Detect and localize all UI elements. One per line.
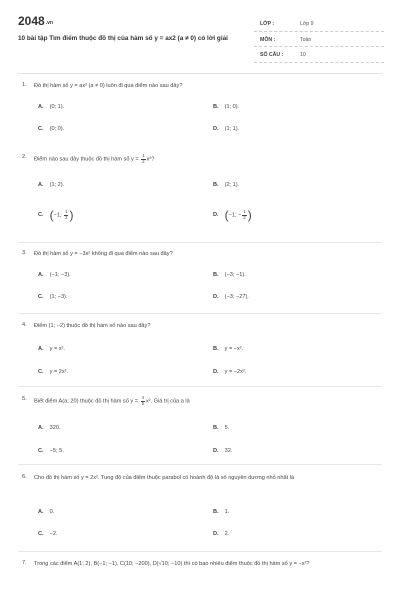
question-text: Đồ thị hàm số y = ax² (a ≠ 0) luôn đi qua điểm nào sau đây? — [34, 83, 183, 89]
option-a[interactable] — [38, 346, 65, 352]
option-b[interactable] — [213, 425, 229, 431]
option-letter: C. — [38, 369, 44, 375]
meta-subject-value: Toán — [300, 36, 312, 43]
right-paren-icon: ) — [69, 208, 74, 222]
option-text: 0. — [49, 509, 55, 515]
option-text: −1; — [53, 212, 64, 219]
option-d[interactable] — [213, 448, 232, 454]
option-a[interactable] — [38, 509, 54, 515]
question-number: 7. — [22, 560, 27, 566]
question-number: 1. — [22, 82, 27, 88]
meta-count-label: SỐ CÂU : — [260, 52, 284, 58]
option-letter: B. — [213, 509, 219, 515]
option-letter: D. — [213, 212, 219, 219]
option-c[interactable] — [38, 531, 58, 537]
option-letter: A. — [38, 182, 44, 188]
option-letter: D. — [213, 294, 219, 300]
header-divider — [18, 73, 382, 74]
question-text-part: x²? — [146, 156, 155, 163]
fraction-numerator: 4 — [141, 395, 144, 400]
question-number: 4. — [22, 322, 27, 328]
option-letter: D. — [213, 448, 219, 454]
question-divider — [18, 551, 382, 552]
option-letter: D. — [213, 369, 219, 375]
option-text: (−3; −1). — [224, 272, 246, 278]
option-letter: D. — [213, 126, 219, 132]
question-divider — [18, 464, 382, 465]
option-letter: C. — [38, 531, 44, 537]
option-text: (1; 2). — [49, 182, 65, 188]
option-b[interactable] — [213, 272, 246, 278]
meta-count-value: 10 — [300, 52, 306, 58]
worksheet-meta — [254, 18, 384, 65]
question-divider — [18, 386, 382, 387]
option-text: y = 2x². — [49, 369, 69, 375]
question-text: Trong các điểm A(1; 2), B(−1; −1), C(10; −200), D(√10; −10) thì có bao nhiêu điểm thuộc đồ thị hàm số y = −x²? — [34, 561, 310, 567]
meta-subject-label: MÔN : — [260, 36, 276, 43]
question-text-part: Biết điểm A(a; 20) thuộc đồ thị hàm số y = — [34, 398, 140, 405]
question-text: Điểm (1; −2) thuộc đồ thị hàm số nào sau đây? — [34, 323, 151, 329]
option-letter: B. — [213, 104, 219, 110]
question-text — [34, 396, 379, 406]
fraction-denominator: 2 — [65, 214, 68, 220]
question-text: Đồ thị hàm số y = −3x² không đi qua điểm nào sau đây? — [34, 251, 173, 257]
question-number: 6. — [22, 474, 27, 480]
option-b[interactable] — [213, 182, 239, 188]
option-text: −1; − — [228, 212, 242, 219]
option-letter: C. — [38, 294, 44, 300]
meta-class-label: LỚP : — [260, 21, 275, 27]
option-letter: C. — [38, 448, 44, 454]
option-letter: A. — [38, 104, 44, 110]
option-letter: B. — [213, 425, 219, 431]
option-text: −5; 5. — [49, 448, 64, 454]
left-paren-icon: ( — [224, 208, 229, 222]
option-text: (−3; −27). — [224, 294, 249, 300]
option-d[interactable] — [213, 531, 229, 537]
fraction-denominator: 5 — [141, 400, 144, 406]
option-text: 32. — [224, 448, 233, 454]
option-text: y = −2x². — [224, 369, 247, 375]
option-d[interactable] — [213, 369, 246, 375]
question-divider — [18, 242, 382, 243]
option-text: (0; 1). — [49, 104, 65, 110]
question-text — [34, 154, 379, 164]
option-text: y = x². — [49, 346, 65, 352]
question-text-part: Điểm nào sau đây thuộc đồ thị hàm số y = — [34, 156, 141, 163]
logo-suffix: .vn — [45, 20, 53, 26]
option-d[interactable] — [213, 294, 249, 300]
option-b[interactable] — [213, 509, 229, 515]
option-b[interactable] — [213, 346, 243, 352]
option-text: y = −x². — [224, 346, 244, 352]
option-c[interactable] — [38, 208, 73, 222]
fraction-denominator: 2 — [243, 214, 246, 220]
option-a[interactable] — [38, 272, 71, 278]
header — [18, 14, 384, 64]
fraction-numerator: 1 — [142, 153, 145, 158]
option-text: (1; −3). — [49, 294, 68, 300]
option-a[interactable] — [38, 182, 64, 188]
option-letter: B. — [213, 272, 219, 278]
logo-text: 2048 — [18, 14, 45, 28]
option-c[interactable] — [38, 126, 64, 132]
question-text-part: x². Giá trị của a là — [145, 398, 190, 405]
option-c[interactable] — [38, 448, 64, 454]
option-d[interactable] — [213, 208, 252, 222]
fraction-numerator: 1 — [65, 208, 68, 214]
option-a[interactable] — [38, 425, 60, 431]
meta-count — [254, 49, 384, 63]
question-divider — [18, 313, 382, 314]
option-text: (1; 0). — [224, 104, 240, 110]
right-paren-icon: ) — [247, 208, 252, 222]
option-text: −2. — [49, 531, 58, 537]
meta-class — [254, 18, 384, 32]
worksheet-title: 10 bài tập Tìm điểm thuộc đồ thị của hàm số y = ax2 (a ≠ 0) có lời giải — [18, 35, 228, 42]
option-letter: A. — [38, 346, 44, 352]
meta-subject — [254, 34, 384, 48]
question-text: Cho đồ thị hàm số y = 2x². Tung độ của điểm thuộc parabol có hoành độ là số nguyên dương nhỏ nhất là — [34, 475, 295, 481]
option-letter: A. — [38, 509, 44, 515]
fraction — [141, 396, 145, 406]
option-letter: B. — [213, 346, 219, 352]
fraction — [64, 210, 68, 220]
meta-class-value: Lớp 9 — [300, 21, 314, 27]
option-text: 320. — [49, 425, 61, 431]
fraction-denominator: 2 — [142, 158, 145, 164]
option-a[interactable] — [38, 104, 64, 110]
option-d[interactable] — [213, 126, 239, 132]
option-c[interactable] — [38, 369, 68, 375]
option-text: 1. — [224, 509, 230, 515]
option-text: 2. — [224, 531, 230, 537]
left-paren-icon: ( — [49, 208, 54, 222]
option-text: (1; 1). — [224, 126, 240, 132]
question-number: 5. — [22, 396, 27, 402]
fraction-numerator: 1 — [243, 208, 246, 214]
option-text: (2; 1). — [224, 182, 240, 188]
option-letter: A. — [38, 272, 44, 278]
fraction — [141, 154, 145, 164]
option-text: (0; 0). — [49, 126, 65, 132]
question-number: 2. — [22, 154, 27, 160]
option-text: (−1; −3). — [49, 272, 71, 278]
option-letter: B. — [213, 182, 219, 188]
fraction — [242, 210, 246, 220]
question-number: 3. — [22, 250, 27, 256]
option-c[interactable] — [38, 294, 67, 300]
option-letter: D. — [213, 531, 219, 537]
option-letter: C. — [38, 126, 44, 132]
site-logo[interactable] — [18, 14, 53, 28]
option-text: 5. — [224, 425, 230, 431]
option-b[interactable] — [213, 104, 239, 110]
option-letter: C. — [38, 212, 44, 219]
option-letter: A. — [38, 425, 44, 431]
